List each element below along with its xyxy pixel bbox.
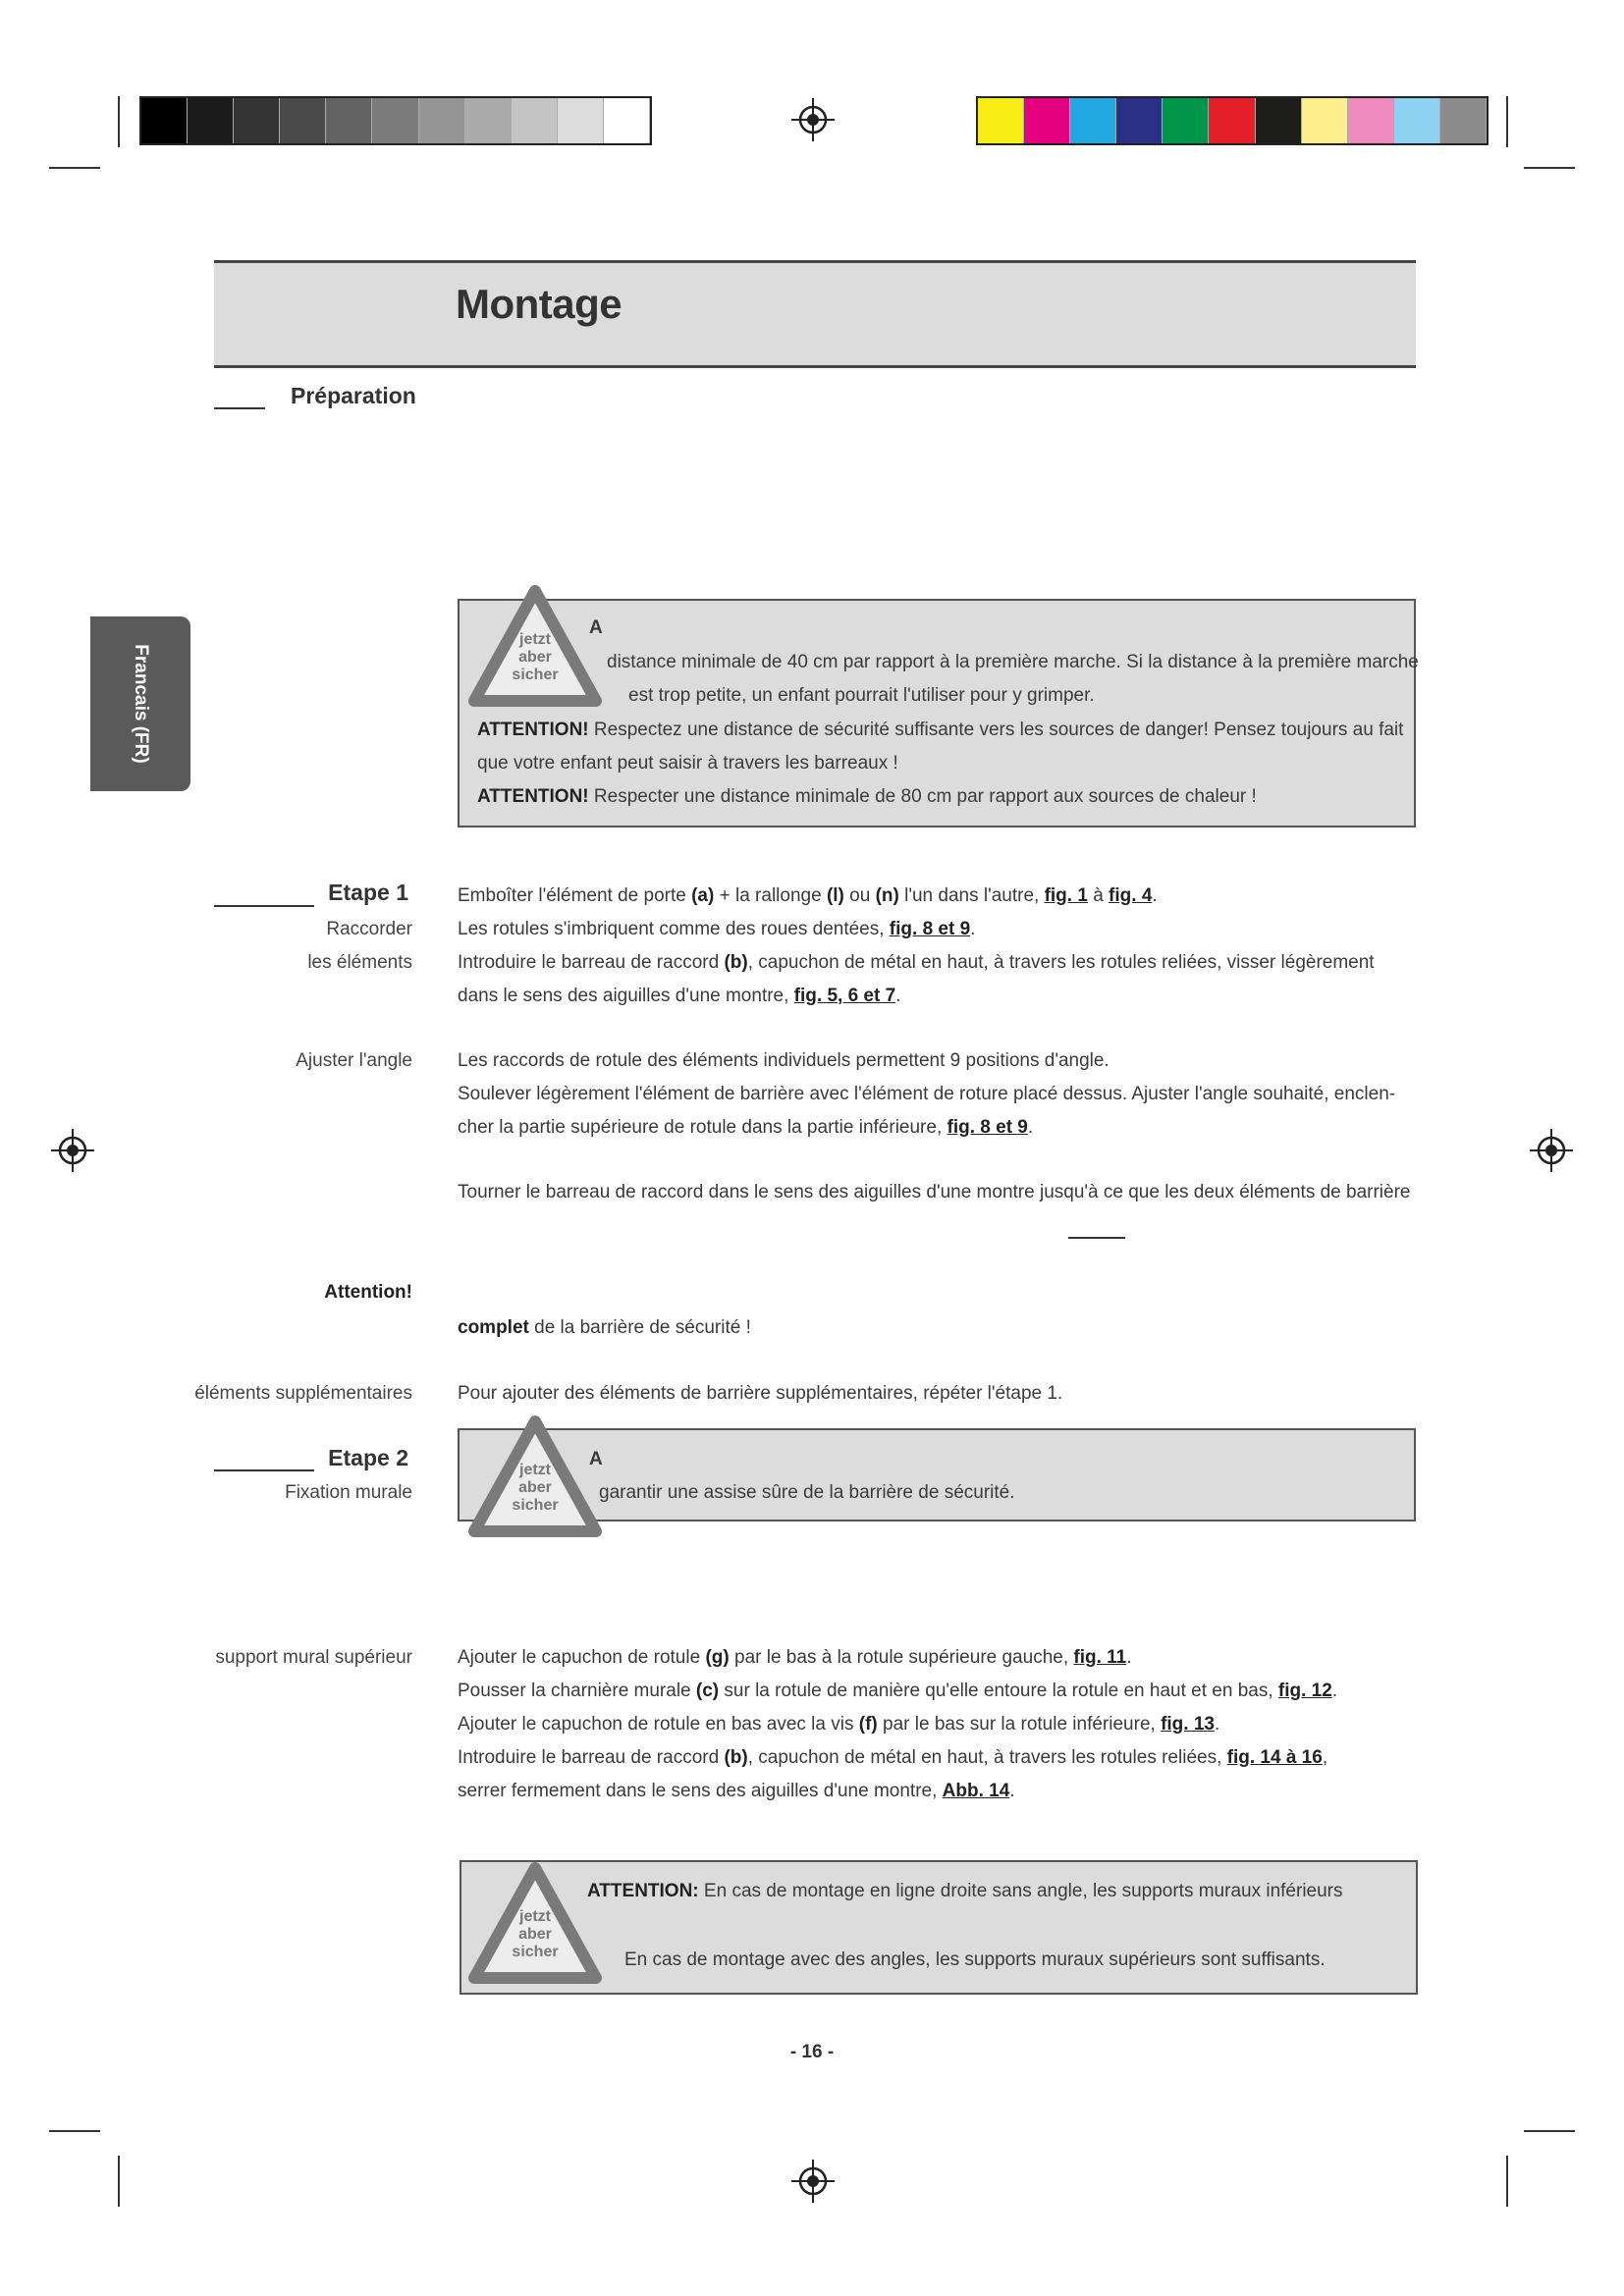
color-swatch — [465, 98, 512, 143]
figure-reference: Abb. 14 — [942, 1781, 1010, 1801]
svg-text:jetzt: jetzt — [519, 1462, 551, 1478]
crop-mark — [1524, 2130, 1575, 2132]
warning-heading: A — [589, 617, 603, 638]
attention-text: Respecter une distance minimale de 80 cm par rapport aux sources de chaleur ! — [588, 786, 1257, 807]
warning-text-line: En cas de montage avec des angles, les supports muraux supérieurs sont suffisants. — [624, 1949, 1326, 1970]
color-swatch — [978, 98, 1024, 143]
color-swatch — [280, 98, 326, 143]
page-title: Montage — [456, 281, 623, 327]
color-swatch — [326, 98, 372, 143]
instruction-line: Introduire le barreau de raccord (b), capuchon de métal en haut, à travers les rotules reliées, fig. 14 à 16, — [458, 1747, 1328, 1768]
title-band — [214, 260, 1416, 368]
svg-text:sicher: sicher — [512, 667, 559, 683]
crop-mark — [49, 2130, 100, 2132]
instruction-line: Emboîter l'élément de porte (a) + la rallonge (l) ou (n) l'un dans l'autre, fig. 1 à fig. 4. — [458, 885, 1158, 906]
crop-mark — [1506, 96, 1508, 147]
process-color-bar — [976, 96, 1489, 145]
section-rule — [214, 1469, 314, 1471]
svg-text:aber: aber — [518, 1479, 552, 1496]
figure-reference: fig. 14 à 16 — [1226, 1747, 1323, 1768]
warning-heading: A — [589, 1449, 603, 1469]
warning-triangle-icon — [466, 583, 604, 711]
color-swatch — [1209, 98, 1255, 143]
warning-text-line: distance minimale de 40 cm par rapport à la première marche. Si la distance à la première marche — [607, 652, 1419, 672]
figure-reference: fig. 4 — [1109, 885, 1153, 906]
registration-mark-icon — [1530, 1129, 1573, 1172]
attention-text: En cas de montage en ligne droite sans angle, les supports muraux inférieurs — [698, 1881, 1343, 1901]
section-title-preparation: Préparation — [291, 383, 416, 408]
crop-mark — [49, 167, 100, 169]
instruction-line: Pour ajouter des éléments de barrière supplémentaires, répéter l'étape 1. — [458, 1383, 1063, 1404]
page-number: - 16 - — [789, 2042, 835, 2062]
instruction-line: dans le sens des aiguilles d'une montre, fig. 5, 6 et 7. — [458, 986, 901, 1006]
color-swatch — [1116, 98, 1163, 143]
instruction-line: Ajouter le capuchon de rotule (g) par le bas à la rotule supérieure gauche, fig. 11. — [458, 1647, 1132, 1668]
crop-mark — [1506, 2156, 1508, 2207]
warning-triangle-graphic — [466, 1414, 604, 1541]
rule — [1068, 1237, 1125, 1239]
side-label: éléments supplémentaires — [194, 1383, 412, 1404]
instruction-line: serrer fermement dans le sens des aiguilles d'une montre, Abb. 14. — [458, 1781, 1015, 1801]
color-swatch — [234, 98, 280, 143]
side-label: support mural supérieur — [215, 1647, 412, 1668]
color-swatch — [141, 98, 188, 143]
step-title-2: Etape 2 — [328, 1445, 408, 1470]
attention-text: Respectez une distance de sécurité suffisante vers les sources de danger! Pensez toujours au fait — [588, 720, 1404, 740]
color-swatch — [188, 98, 234, 143]
figure-reference: fig. 8 et 9 — [889, 919, 971, 939]
attention-label: ATTENTION: — [587, 1881, 699, 1901]
svg-text:sicher: sicher — [512, 1944, 559, 1960]
warning-text-line: que votre enfant peut saisir à travers les barreaux ! — [477, 753, 898, 774]
svg-text:aber: aber — [518, 1926, 552, 1943]
svg-text:sicher: sicher — [512, 1497, 559, 1514]
warning-text-line — [477, 780, 1257, 814]
crop-mark — [1524, 167, 1575, 169]
color-swatch — [1440, 98, 1487, 143]
grayscale-color-bar — [139, 96, 652, 145]
section-rule — [214, 407, 265, 409]
side-label: Ajuster l'angle — [296, 1050, 412, 1071]
language-tab — [90, 616, 190, 791]
figure-reference: fig. 12 — [1277, 1681, 1332, 1701]
registration-mark-icon — [791, 98, 835, 141]
instruction-line: Les rotules s'imbriquent comme des roues dentées, fig. 8 et 9. — [458, 919, 976, 939]
figure-reference: fig. 13 — [1161, 1714, 1215, 1735]
warning-text-line: est trop petite, un enfant pourrait l'utiliser pour y grimper. — [628, 685, 1095, 706]
color-swatch — [604, 98, 650, 143]
svg-text:aber: aber — [518, 649, 552, 666]
instruction-line: Tourner le barreau de raccord dans le sens des aiguilles d'une montre jusqu'à ce que les deux éléments de barrière — [458, 1182, 1411, 1202]
attention-label: ATTENTION! — [477, 720, 589, 740]
svg-text:jetzt: jetzt — [519, 1908, 551, 1925]
instruction-line: Ajouter le capuchon de rotule en bas avec la vis (f) par le bas sur la rotule inférieure, fig. 13. — [458, 1714, 1220, 1735]
instruction-line: Les raccords de rotule des éléments individuels permettent 9 positions d'angle. — [458, 1050, 1110, 1071]
color-swatch — [372, 98, 418, 143]
side-label-attention: Attention! — [324, 1282, 412, 1303]
crop-mark — [118, 2156, 120, 2207]
color-swatch — [1394, 98, 1440, 143]
section-rule — [214, 905, 314, 907]
color-swatch — [558, 98, 604, 143]
warning-triangle-graphic — [466, 583, 604, 711]
instruction-line: Soulever légèrement l'élément de barrière avec l'élément de roture placé dessus. Ajuster l'angle souhaité, enclen- — [458, 1084, 1396, 1104]
warning-text-line: garantir une assise sûre de la barrière de sécurité. — [599, 1482, 1015, 1503]
side-label: Fixation murale — [285, 1482, 412, 1503]
color-swatch — [1070, 98, 1116, 143]
warning-triangle-graphic — [466, 1860, 604, 1988]
color-swatch — [1163, 98, 1209, 143]
warning-triangle-icon — [466, 1860, 604, 1988]
attention-label: ATTENTION! — [477, 786, 589, 807]
color-swatch — [1256, 98, 1302, 143]
registration-mark-icon — [51, 1129, 94, 1172]
step-title-1: Etape 1 — [328, 880, 408, 905]
warning-triangle-icon — [466, 1414, 604, 1541]
language-tab-label: Francais (FR) — [131, 644, 151, 764]
side-label: les éléments — [307, 952, 412, 973]
color-swatch — [1302, 98, 1348, 143]
instruction-line: Pousser la charnière murale (c) sur la rotule de manière qu'elle entoure la rotule en haut et en bas, fig. 12. — [458, 1681, 1338, 1701]
figure-reference: fig. 5, 6 et 7 — [793, 986, 896, 1006]
color-swatch — [1024, 98, 1070, 143]
warning-text-line — [587, 1875, 1343, 1908]
registration-mark-icon — [791, 2160, 835, 2203]
figure-reference: fig. 11 — [1073, 1647, 1127, 1668]
instruction-line: cher la partie supérieure de rotule dans la partie inférieure, fig. 8 et 9. — [458, 1117, 1034, 1138]
warning-text-line — [477, 714, 1403, 747]
instruction-line: complet de la barrière de sécurité ! — [458, 1317, 751, 1338]
figure-reference: fig. 8 et 9 — [947, 1117, 1028, 1138]
crop-mark — [118, 96, 120, 147]
color-swatch — [419, 98, 465, 143]
svg-text:jetzt: jetzt — [519, 631, 551, 648]
color-swatch — [512, 98, 558, 143]
color-swatch — [1348, 98, 1394, 143]
figure-reference: fig. 1 — [1044, 885, 1088, 906]
instruction-line: Introduire le barreau de raccord (b), capuchon de métal en haut, à travers les rotules reliées, visser légèrement — [458, 952, 1375, 973]
side-label: Raccorder — [326, 919, 412, 939]
